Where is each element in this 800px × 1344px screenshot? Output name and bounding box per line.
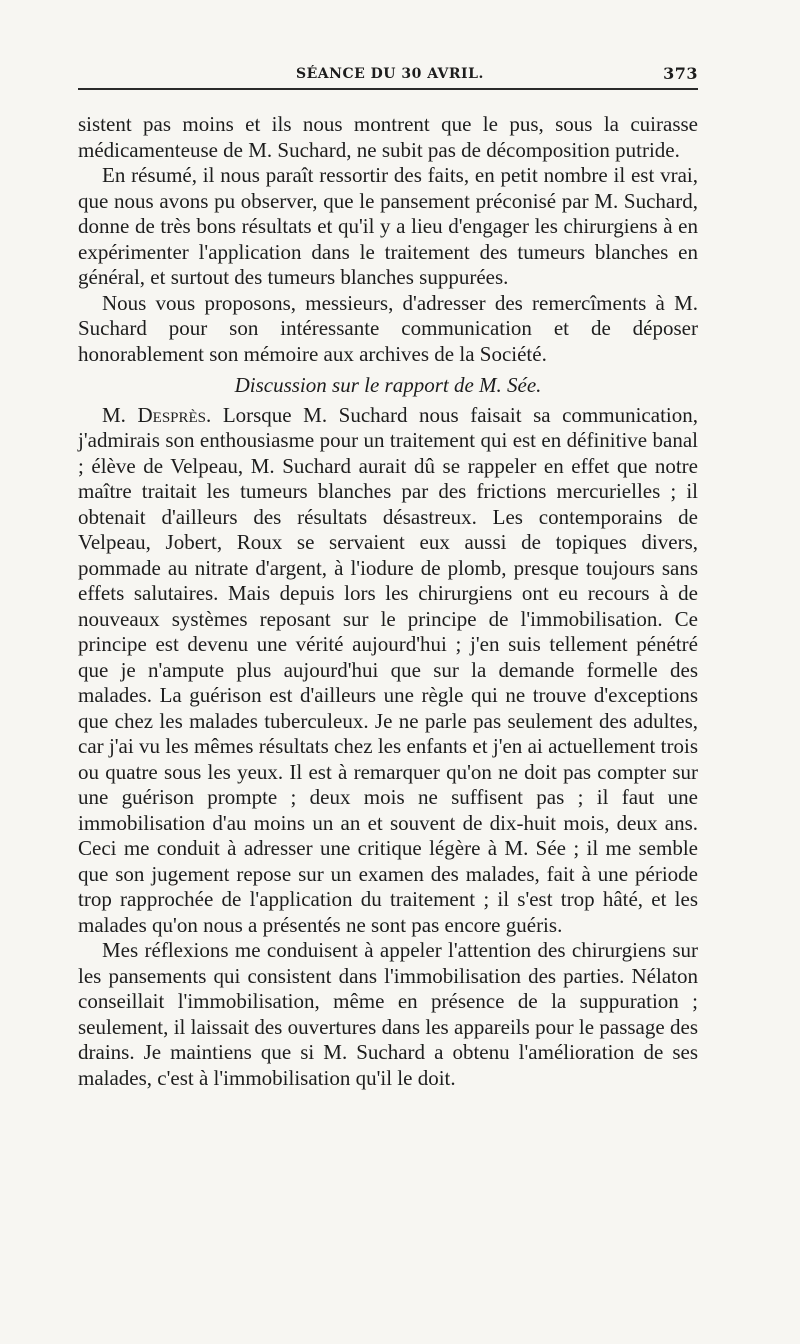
section-title: Discussion sur le rapport de M. Sée.	[234, 373, 542, 397]
document-page	[78, 54, 698, 1091]
paragraph-reflexions: Mes réflexions me conduisent à appeler l'attention des chirurgiens sur les pansements qui consistent dans l'immobilisation des parties. Nélaton conseillait l'immobilisation, même en présence de la suppuration ; seulement, il laissait des ouvertures dans les appareils pour le passage des drains. Je maintiens que si M. Suchard a obtenu l'amélioration de ses malades, c'est à l'immobilisation qu'il le doit.	[78, 938, 698, 1090]
paragraph-despres-text: Lorsque M. Suchard nous faisait sa communication, j'admirais son enthousiasme pour un traitement qui est en définitive banal ; élève de Velpeau, M. Suchard aurait dû se rappeler en effet que notre maître traitait les tumeurs blanches par des frictions mercurielles ; il obtenait d'ailleurs des résultats désastreux. Les contemporains de Velpeau, Jobert, Roux se servaient eux aussi de topiques divers, pommade au nitrate d'argent, à l'iodure de plomb, presque toujours sans effets salutaires. Mais depuis lors les chirurgiens ont eu recours à de nouveaux systèmes reposant sur le principe de l'immobilisation. Ce principe est devenu une vérité aujourd'hui ; j'en suis tellement pénétré que je n'ampute plus aujourd'hui que sur la demande formelle des malades. La guérison est d'ailleurs une règle qui ne trouve d'exceptions que chez les malades tuberculeux. Je ne parle pas seulement des adultes, car j'ai vu les mêmes résultats chez les enfants et j'en ai actuellement trois ou quatre sous les yeux. Il est à remarquer qu'on ne doit pas compter sur une guérison prompte ; deux mois ne suffisent pas ; il faut une immobilisation d'au moins un an et souvent de dix-huit mois, deux ans. Ceci me conduit à adresser une critique légère à M. Sée ; il me semble que son jugement repose sur un examen des malades, fait à une période trop rapprochée de l'application du traitement ; il s'est trop hâté, et les malades qu'on nous a présentés ne sont pas encore guéris.	[78, 402, 698, 937]
speaker-prefix: M.	[102, 402, 126, 427]
running-header	[78, 54, 698, 90]
body-text	[78, 112, 698, 1091]
paragraph-despres	[78, 403, 698, 939]
paragraph-proposal: Nous vous proposons, messieurs, d'adresser des remercîments à M. Suchard pour son intéressante communication et de déposer honorablement son mémoire aux archives de la Société.	[78, 290, 698, 366]
paragraph-resume: En résumé, il nous paraît ressortir des faits, en petit nombre il est vrai, que nous avons pu observer, que le pansement préconisé par M. Suchard, donne de très bons résultats et qu'il y a lieu d'engager les chirurgiens à en expérimenter l'application dans le traitement des tumeurs blanches en général, et surtout des tumeurs blanches suppurées.	[78, 163, 698, 289]
speaker-name: Desprès.	[137, 402, 212, 427]
paragraph-continuation: sistent pas moins et ils nous montrent que le pus, sous la cuirasse médicamenteuse de M. Suchard, ne subit pas de décomposition putride.	[78, 112, 698, 162]
page-number: 373	[663, 64, 698, 83]
running-title: SÉANCE DU 30 AVRIL.	[296, 66, 484, 82]
